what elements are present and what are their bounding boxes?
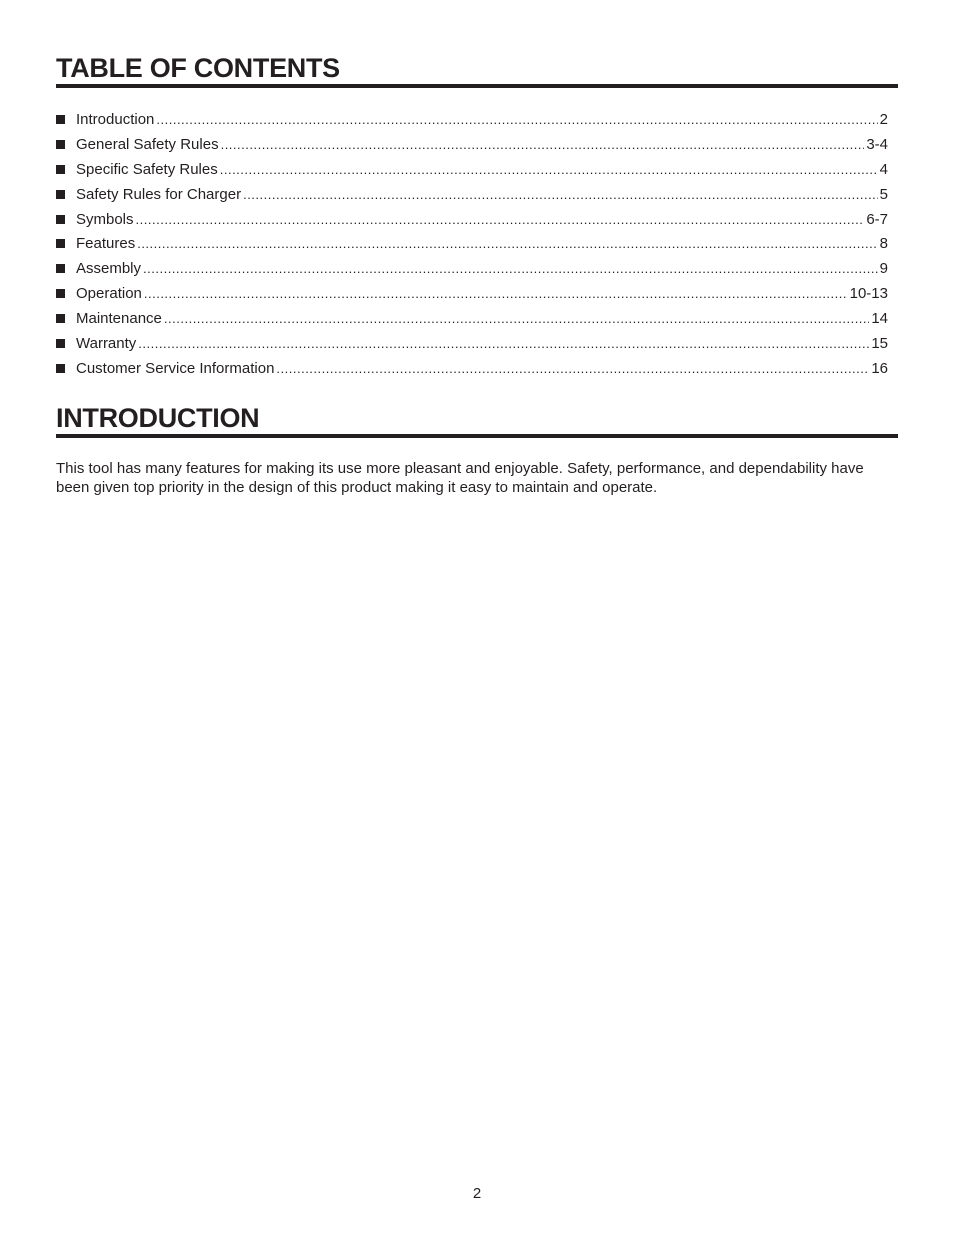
toc-list <box>56 108 888 382</box>
square-bullet-icon <box>56 239 65 248</box>
toc-item-operation[interactable] <box>56 282 888 307</box>
square-bullet-icon <box>56 339 65 348</box>
toc-item-assembly[interactable] <box>56 257 888 282</box>
dot-leader <box>164 307 869 332</box>
toc-heading: TABLE OF CONTENTS <box>56 53 898 88</box>
square-bullet-icon <box>56 364 65 373</box>
toc-item-page: 8 <box>879 235 888 253</box>
toc-item-safety-rules-for-charger[interactable] <box>56 183 888 208</box>
introduction-body: This tool has many features for making its use more pleasant and enjoyable. Safety, performance, and dependability have been given top priority in the design of this product making it easy to maintain and operate. <box>56 460 864 496</box>
toc-item-page: 4 <box>879 160 888 178</box>
square-bullet-icon <box>56 215 65 224</box>
square-bullet-icon <box>56 314 65 323</box>
toc-item-general-safety-rules[interactable] <box>56 133 888 158</box>
introduction-heading: INTRODUCTION <box>56 403 898 438</box>
toc-item-page: 16 <box>871 359 888 377</box>
toc-item-warranty[interactable] <box>56 332 888 357</box>
dot-leader <box>243 183 878 208</box>
dot-leader <box>138 332 869 357</box>
toc-item-title: Introduction <box>76 111 155 128</box>
toc-item-title: Features <box>76 235 136 253</box>
toc-item-page: 5 <box>879 185 888 203</box>
toc-item-customer-service-information[interactable] <box>56 357 888 382</box>
toc-item-page: 10-13 <box>849 285 888 303</box>
square-bullet-icon <box>56 190 65 199</box>
toc-item-title: Assembly <box>76 260 142 278</box>
dot-leader <box>136 208 865 233</box>
square-bullet-icon <box>56 289 65 298</box>
toc-item-page: 3-4 <box>866 135 888 153</box>
dot-leader <box>276 357 869 382</box>
square-bullet-icon <box>56 264 65 273</box>
toc-item-title: Symbols <box>76 210 134 228</box>
toc-item-page: 6-7 <box>866 210 888 228</box>
dot-leader <box>144 282 848 307</box>
square-bullet-icon <box>56 140 65 149</box>
toc-item-page: 14 <box>871 310 888 328</box>
toc-item-title: Safety Rules for Charger <box>76 185 242 203</box>
dot-leader <box>137 232 877 257</box>
dot-leader <box>156 108 877 133</box>
dot-leader <box>221 133 865 158</box>
toc-item-introduction[interactable] <box>56 108 888 133</box>
toc-item-title: General Safety Rules <box>76 135 219 153</box>
toc-item-maintenance[interactable] <box>56 307 888 332</box>
toc-item-page: 15 <box>871 335 888 353</box>
toc-item-specific-safety-rules[interactable] <box>56 158 888 183</box>
toc-item-page: 9 <box>879 260 888 278</box>
toc-item-title: Warranty <box>76 335 137 353</box>
toc-item-title: Customer Service Information <box>76 359 275 377</box>
toc-item-title: Specific Safety Rules <box>76 160 218 178</box>
square-bullet-icon <box>56 115 65 124</box>
page-number: 2 <box>472 1185 482 1202</box>
toc-item-title: Operation <box>76 285 142 303</box>
toc-item-features[interactable] <box>56 232 888 257</box>
toc-item-page: 2 <box>879 111 888 128</box>
square-bullet-icon <box>56 165 65 174</box>
toc-item-symbols[interactable] <box>56 208 888 233</box>
dot-leader <box>143 257 878 282</box>
toc-item-title: Maintenance <box>76 310 162 328</box>
dot-leader <box>220 158 878 183</box>
